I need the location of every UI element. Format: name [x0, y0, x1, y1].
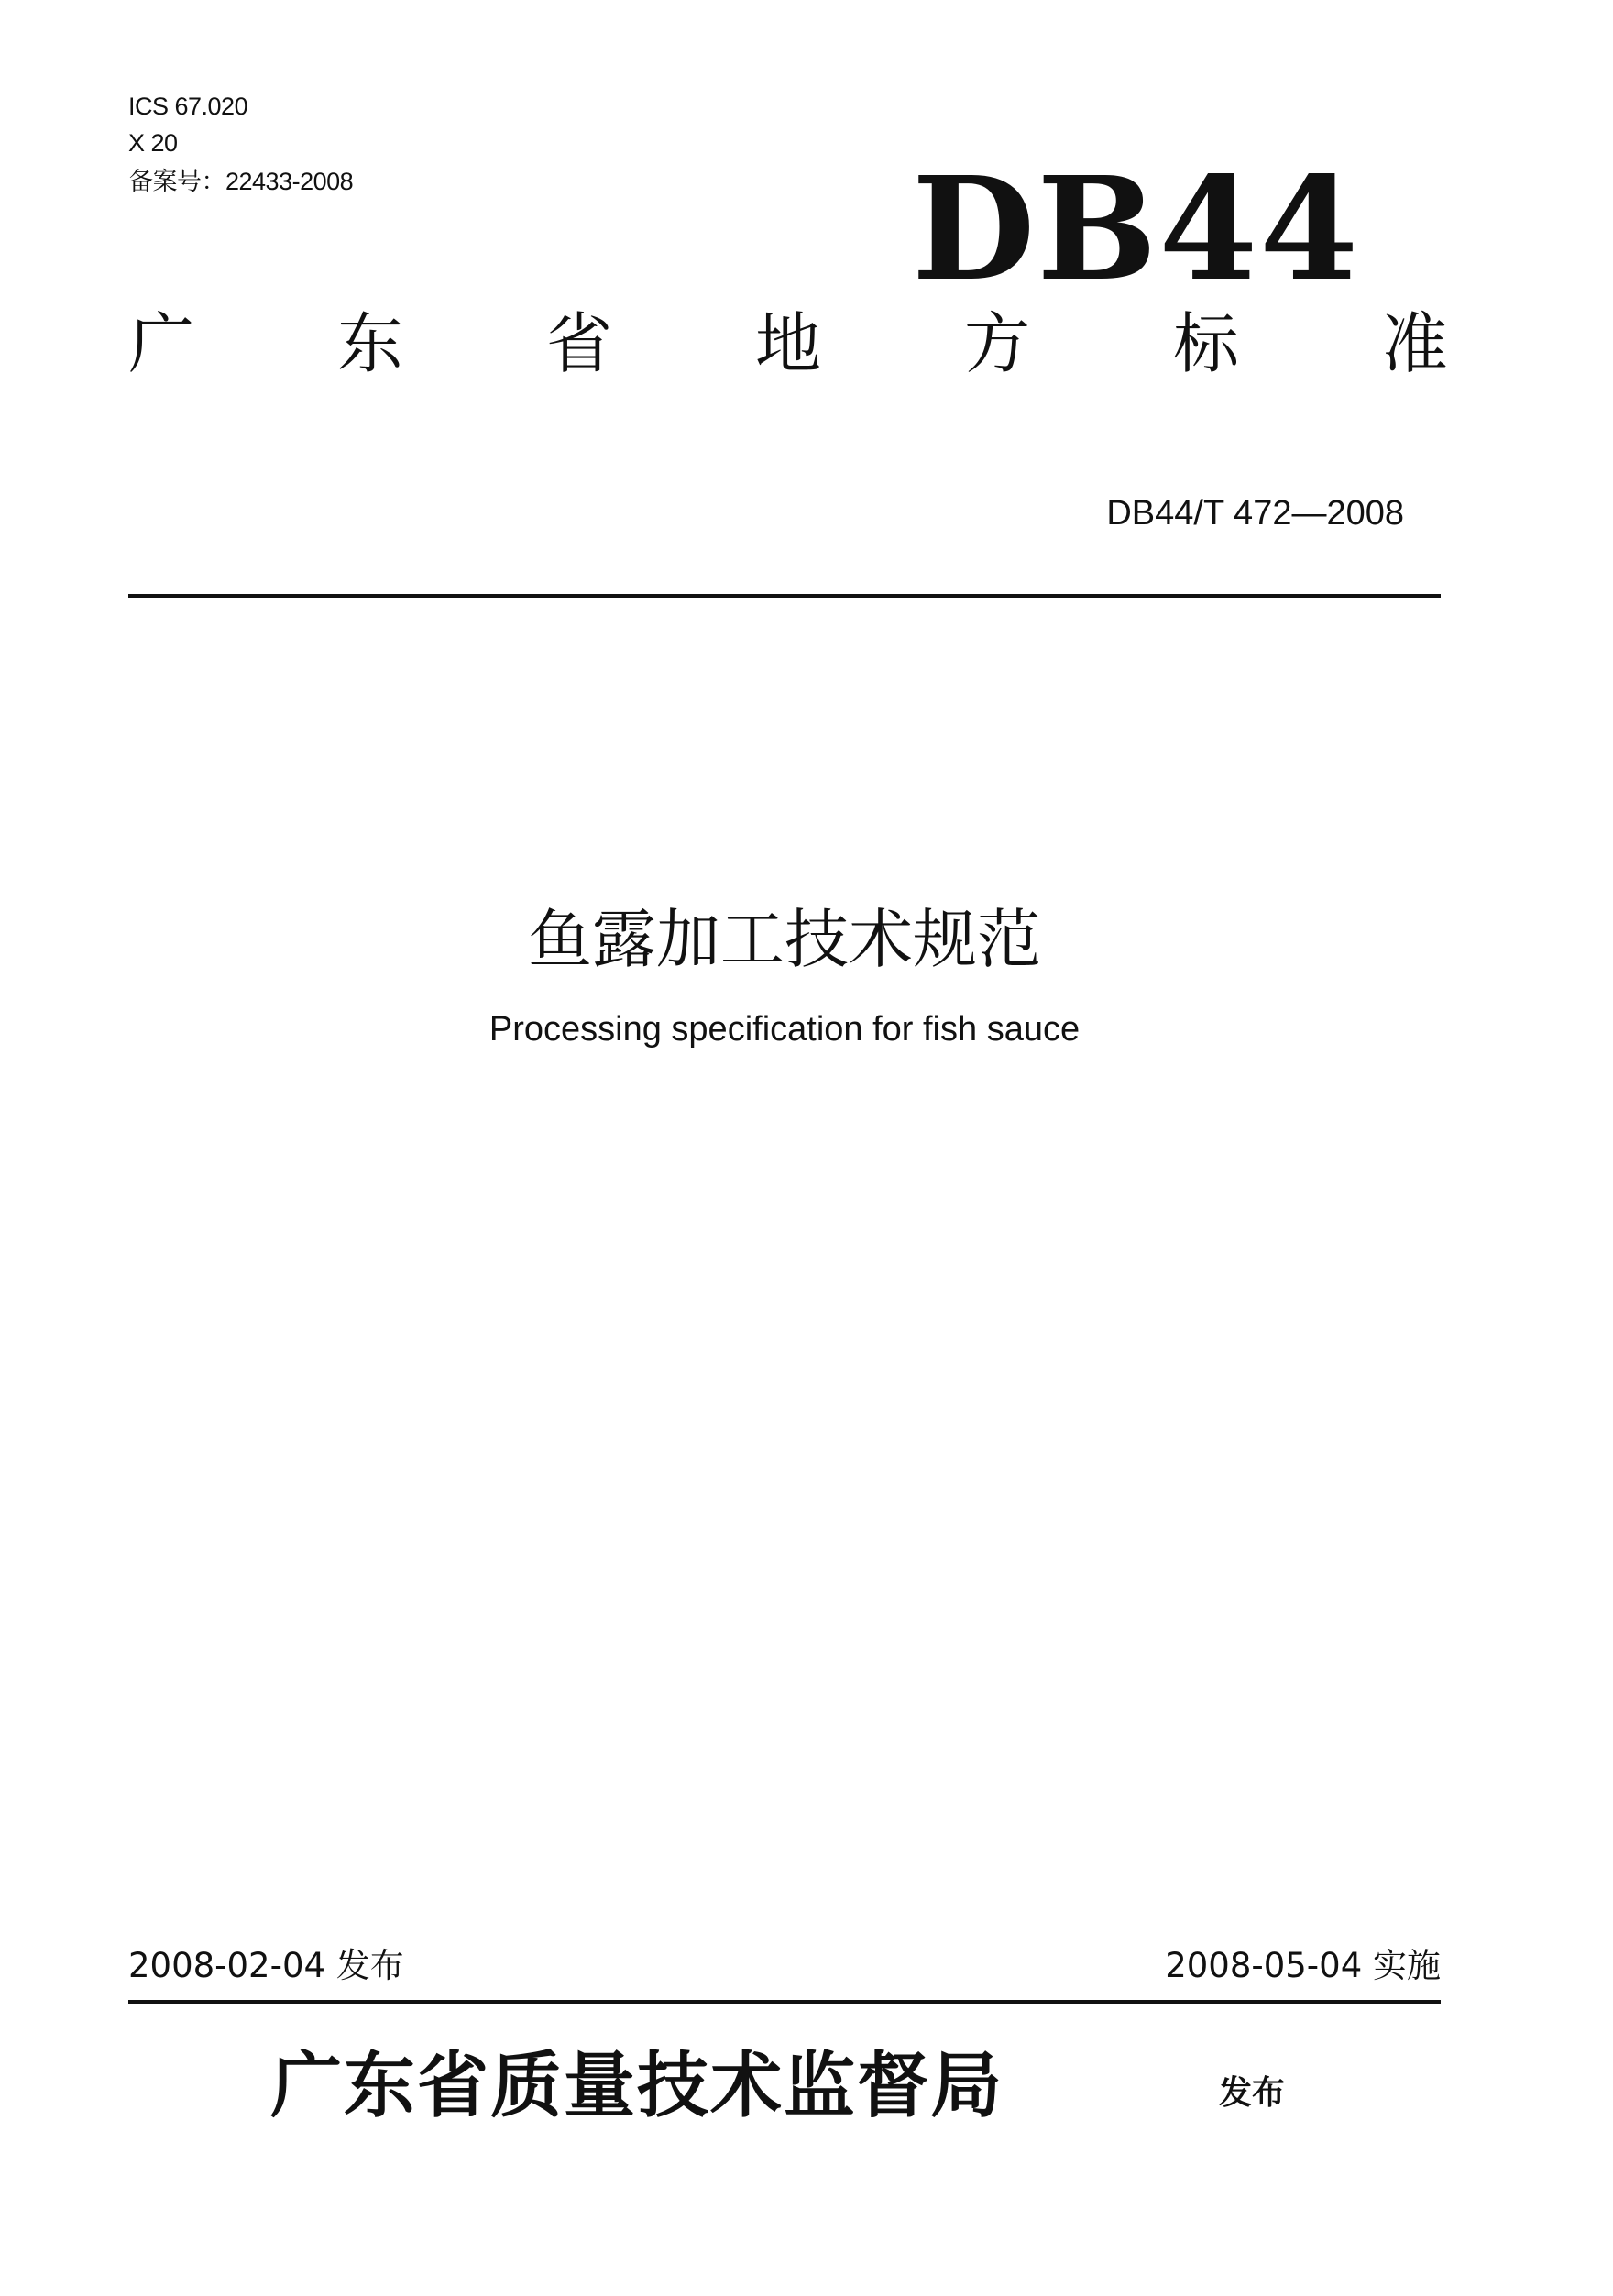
document-title-en: Processing specification for fish sauce	[488, 1010, 1081, 1049]
standard-number: DB44/T 472—2008	[1106, 494, 1404, 533]
publish-label: 发布	[1219, 2074, 1286, 2112]
issue-date: 2008-02-04 发布	[128, 1946, 404, 1985]
publisher-name: 广东省质量技术监督局	[270, 2044, 1004, 2127]
standard-type-char: 广	[128, 305, 195, 382]
document-title-cn: 鱼露加工技术规范	[528, 902, 1041, 977]
ccs-code: X 20	[128, 129, 178, 157]
implementation-date: 2008-05-04 实施	[1165, 1946, 1441, 1985]
standard-type-char: 方	[963, 305, 1030, 382]
bottom-divider	[128, 2000, 1441, 2004]
standard-type-char: 东	[336, 305, 403, 382]
standard-type-char: 准	[1381, 305, 1448, 382]
record-number: 备案号：22433-2008	[128, 168, 354, 195]
standard-type-char: 标	[1172, 305, 1239, 382]
standard-type-char: 地	[754, 305, 821, 382]
top-divider	[128, 594, 1441, 598]
db44-logo: DB44	[912, 145, 1361, 313]
standard-type-heading	[128, 302, 1448, 385]
ics-code: ICS 67.020	[128, 93, 248, 120]
standard-type-char: 省	[545, 305, 612, 382]
